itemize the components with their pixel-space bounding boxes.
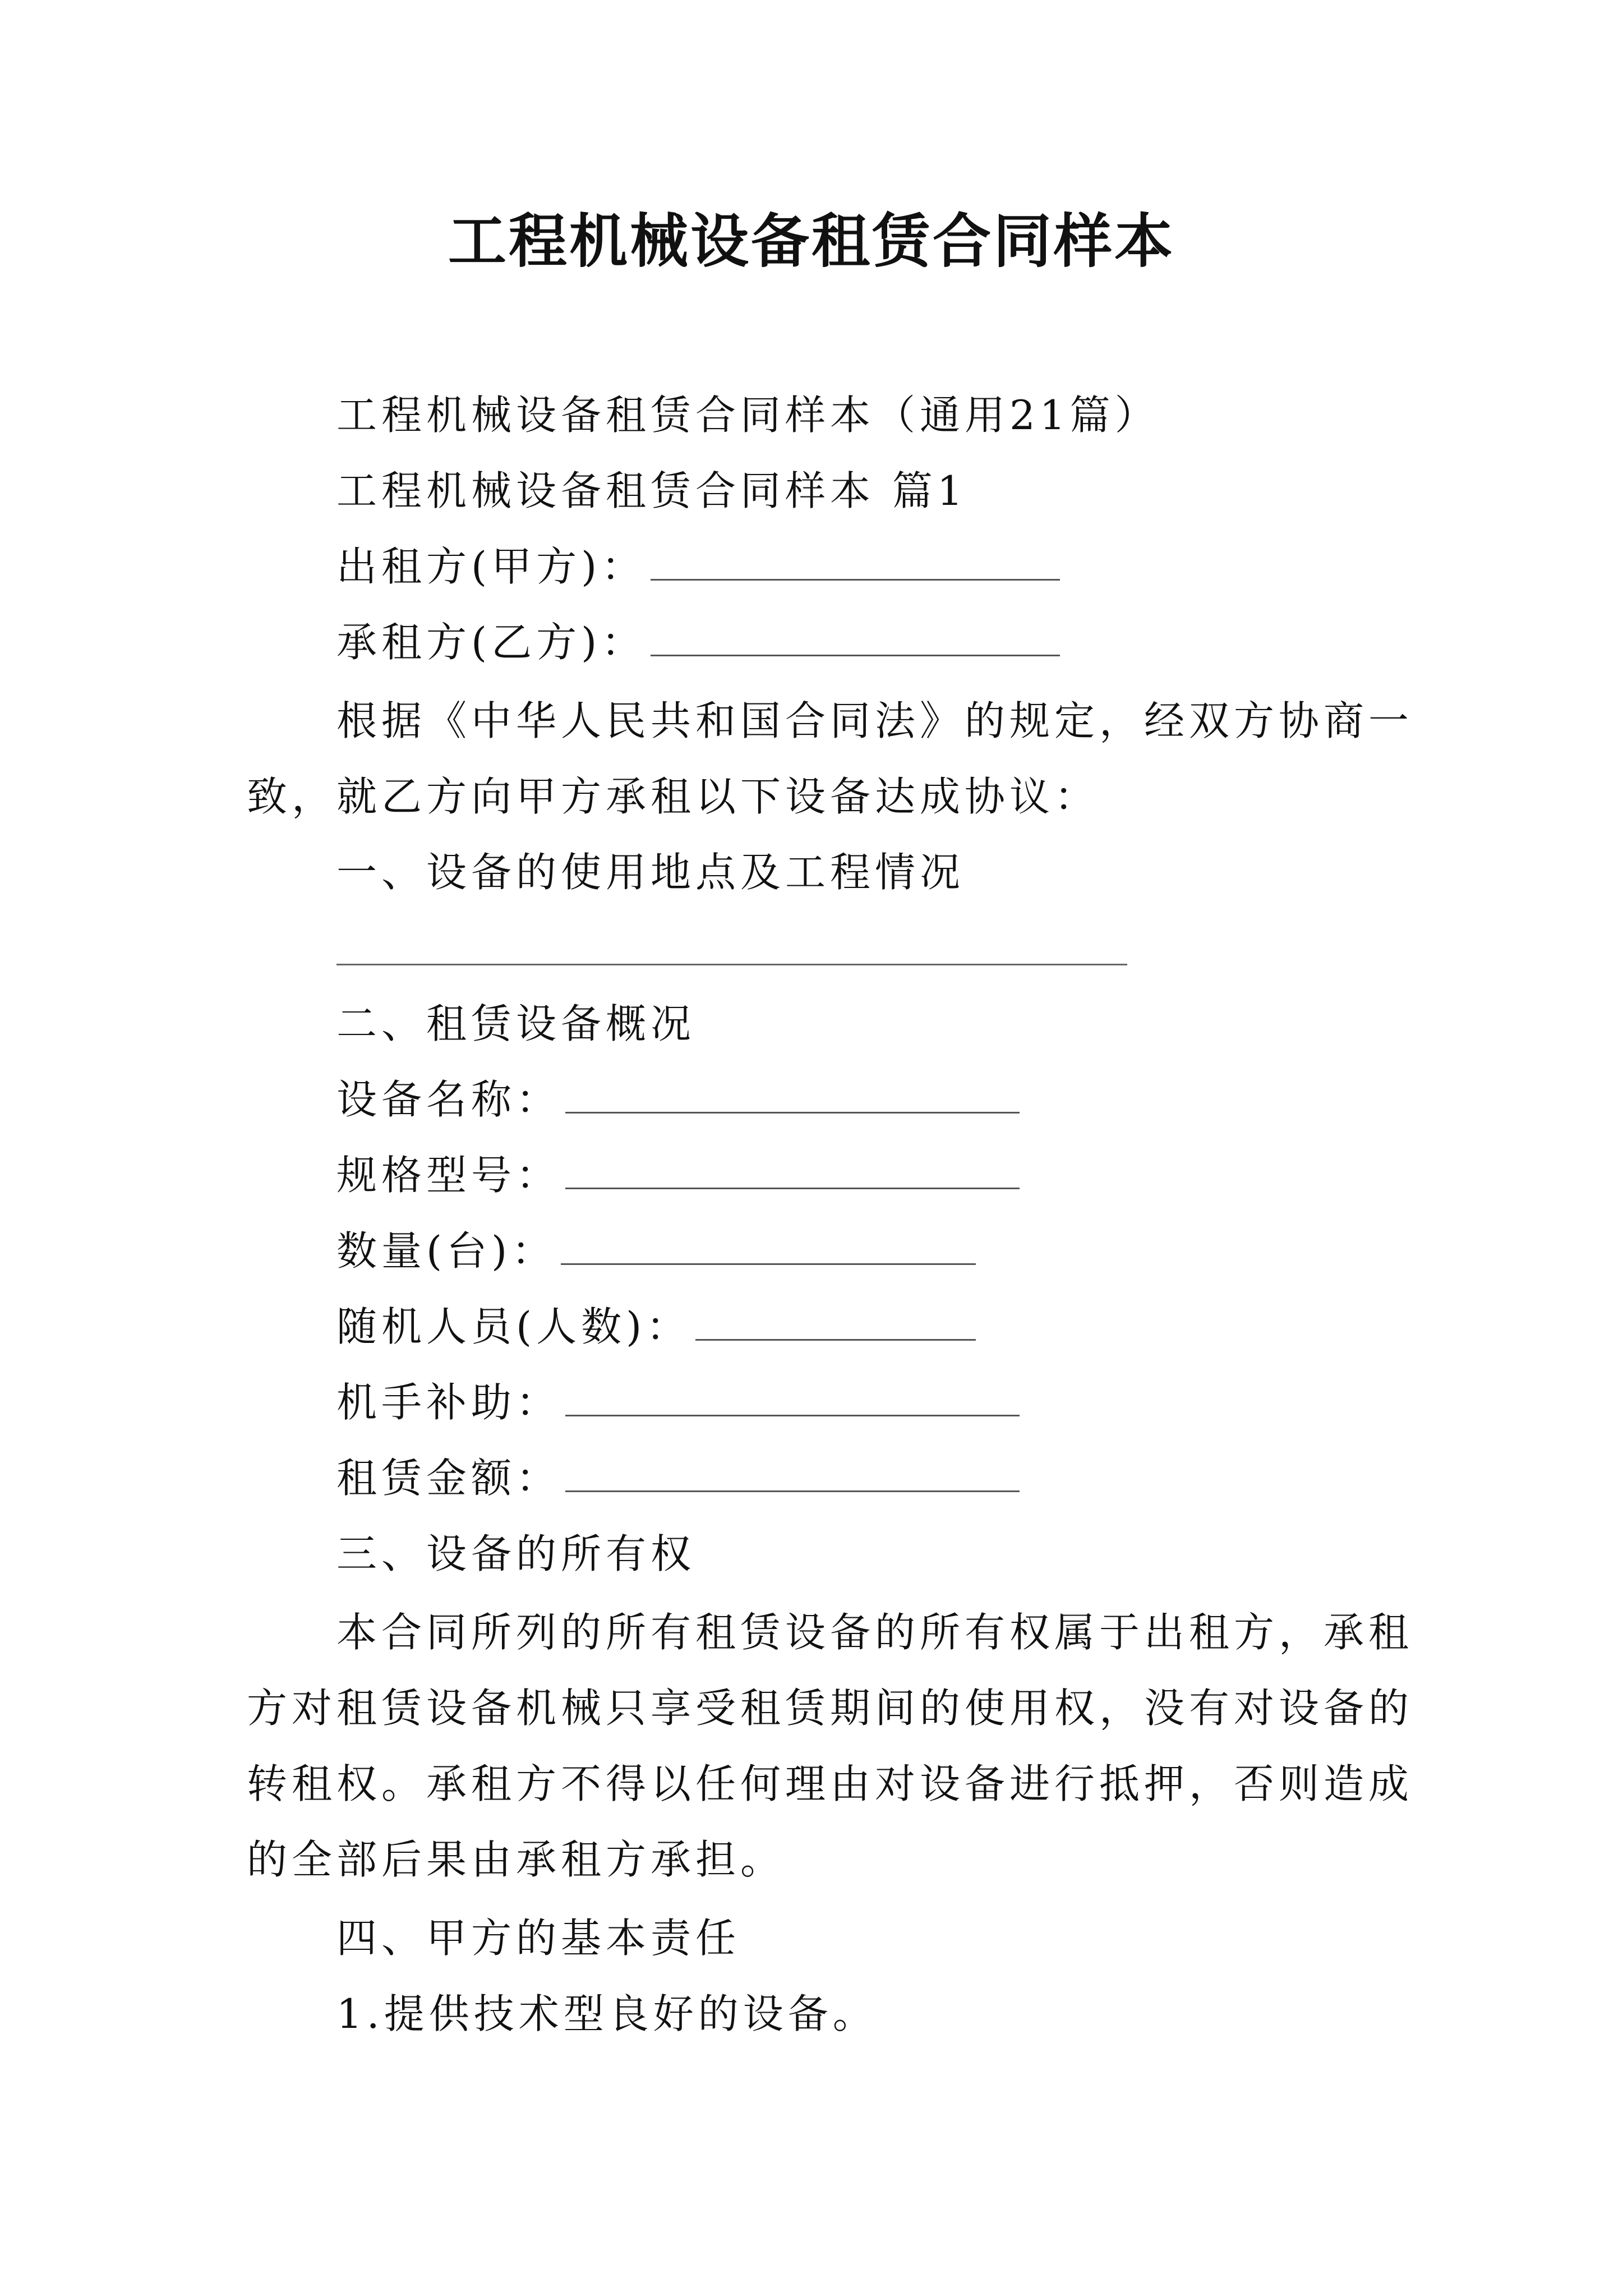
lessor-blank[interactable] [651,545,1060,581]
intro-paragraph-line-1: 根据《中华人民共和国合同法》的规定，经双方协商一 [336,697,1414,744]
field-blank[interactable] [565,1381,1020,1416]
lessee-label: 承租方(乙方)： [336,619,647,666]
lessor-label: 出租方(甲方)： [336,543,647,590]
field-operator-subsidy [336,1374,1020,1430]
field-staff-count [336,1299,976,1355]
field-blank[interactable] [695,1305,976,1341]
responsibility-item-1: 1.提供技术型良好的设备。 [336,1990,878,2037]
document-title: 工程机械设备租赁合同样本 [448,206,1175,275]
field-blank[interactable] [565,1457,1020,1492]
intro-paragraph-line-2: 致，就乙方向甲方承租以下设备达成协议： [247,773,1100,820]
field-label: 随机人员(人数)： [336,1303,691,1350]
field-equipment-name [336,1071,1020,1128]
ownership-paragraph-line-3: 转租权。承租方不得以任何理由对设备进行抵押，否则造成 [247,1760,1414,1807]
lessor-line [336,539,1060,595]
ownership-paragraph-line-1: 本合同所列的所有租赁设备的所有权属于出租方，承租 [336,1609,1414,1656]
section-1-heading: 一、设备的使用地点及工程情况 [336,849,965,896]
section-4-heading: 四、甲方的基本责任 [336,1915,741,1962]
field-label: 设备名称： [336,1076,561,1123]
lessee-line [336,614,1060,670]
section-2-heading: 二、租赁设备概况 [336,1000,696,1047]
field-blank[interactable] [565,1078,1020,1114]
ownership-paragraph-line-2: 方对租赁设备机械只享受租赁期间的使用权，没有对设备的 [247,1685,1414,1732]
field-spec-model [336,1147,1020,1203]
field-label: 数量(台)： [336,1227,557,1274]
field-label: 机手补助： [336,1379,561,1426]
field-rental-amount [336,1450,1020,1506]
field-blank[interactable] [561,1230,976,1265]
document-subtitle: 工程机械设备租赁合同样本（通用21篇） [336,392,1160,439]
field-blank[interactable] [565,1154,1020,1189]
chapter-heading: 工程机械设备租赁合同样本 篇1 [336,467,967,514]
field-label: 租赁金额： [336,1455,561,1502]
ownership-paragraph-line-4: 的全部后果由承租方承担。 [247,1836,786,1883]
lessee-blank[interactable] [651,621,1060,656]
field-label: 规格型号： [336,1152,561,1199]
location-blank-line[interactable] [336,964,1127,965]
section-3-heading: 三、设备的所有权 [336,1530,696,1577]
field-quantity [336,1223,976,1279]
